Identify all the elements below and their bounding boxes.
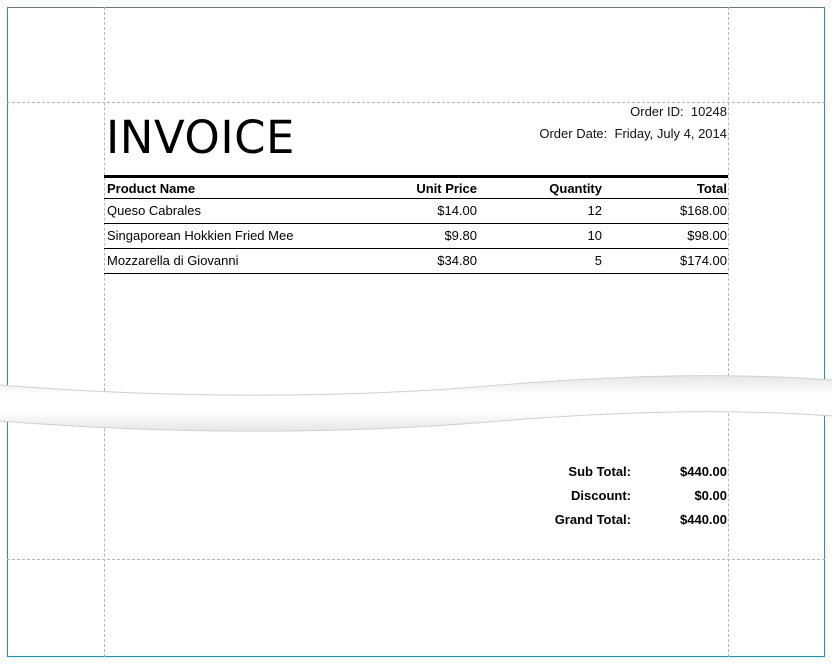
- quantity-cell: 5: [594, 253, 602, 268]
- header-total: Total: [696, 181, 727, 196]
- products-table: [104, 175, 728, 274]
- unit-price-cell: $34.80: [437, 253, 477, 268]
- total-cell: $168.00: [680, 203, 727, 218]
- header-product-name: Product Name: [107, 181, 196, 196]
- subtotal-row: [430, 464, 728, 484]
- page-break-tear: [0, 360, 832, 440]
- order-date: [539, 126, 727, 141]
- order-date-label: Order Date:: [539, 126, 608, 141]
- margin-guide-bottom: [7, 559, 825, 560]
- header-unit-price: Unit Price: [416, 181, 477, 196]
- total-cell: $98.00: [687, 228, 727, 243]
- header-quantity: Quantity: [549, 181, 602, 196]
- table-row: [104, 224, 728, 249]
- order-id-label: Order ID:: [630, 104, 684, 119]
- grand-total-value: $440.00: [680, 512, 727, 527]
- subtotal-value: $440.00: [680, 464, 727, 479]
- margin-guide-top: [7, 102, 825, 103]
- product-name-cell: Queso Cabrales: [107, 203, 201, 218]
- order-date-value: Friday, July 4, 2014: [614, 126, 727, 141]
- total-cell: $174.00: [680, 253, 727, 268]
- order-id-value: 10248: [690, 104, 727, 119]
- subtotal-label: Sub Total:: [568, 464, 631, 479]
- discount-row: [430, 488, 728, 508]
- product-name-cell: Mozzarella di Giovanni: [107, 253, 239, 268]
- quantity-cell: 12: [587, 203, 602, 218]
- table-row: [104, 199, 728, 224]
- discount-value: $0.00: [694, 488, 727, 503]
- order-id: [630, 104, 727, 119]
- table-header-row: [104, 178, 728, 199]
- invoice-title: INVOICE: [106, 111, 295, 164]
- grand-total-label: Grand Total:: [554, 512, 631, 527]
- unit-price-cell: $14.00: [437, 203, 477, 218]
- table-row: [104, 249, 728, 274]
- discount-label: Discount:: [571, 488, 631, 503]
- quantity-cell: 10: [587, 228, 602, 243]
- grand-total-row: [430, 512, 728, 532]
- unit-price-cell: $9.80: [444, 228, 477, 243]
- product-name-cell: Singaporean Hokkien Fried Mee: [107, 228, 294, 243]
